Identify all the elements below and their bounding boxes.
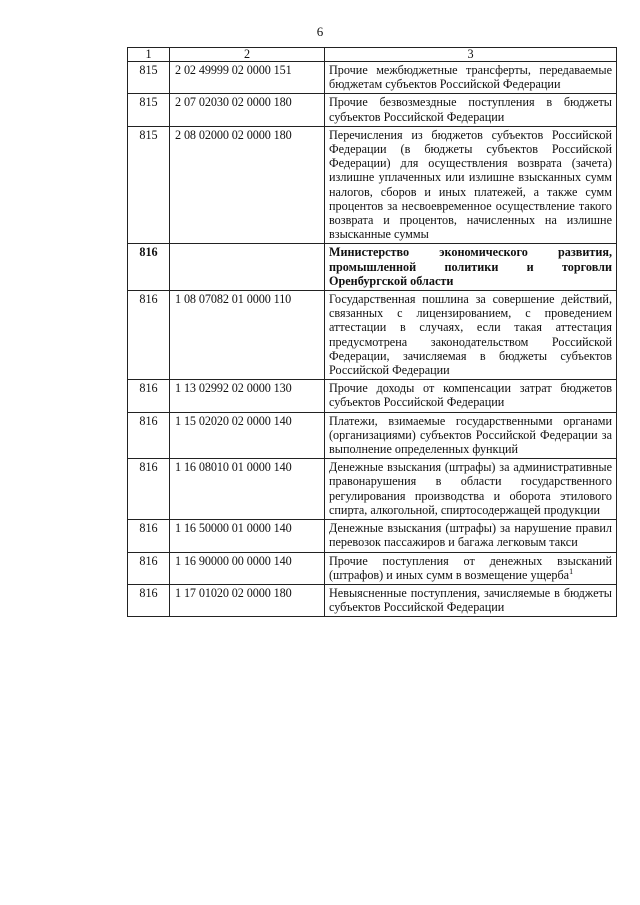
revenue-name-text: Министерство экономического развития, промышленной политики и торговли Оренбургской области bbox=[329, 245, 612, 288]
footnote-marker: 1 bbox=[569, 566, 574, 576]
table-row bbox=[128, 62, 617, 94]
table-row bbox=[128, 552, 617, 584]
revenue-name-cell bbox=[325, 520, 617, 552]
revenue-code-cell: 2 02 49999 02 0000 151 bbox=[170, 62, 325, 94]
table-row bbox=[128, 520, 617, 552]
table-row bbox=[128, 459, 617, 520]
revenue-code-cell: 1 13 02992 02 0000 130 bbox=[170, 380, 325, 412]
revenue-code-cell: 1 17 01020 02 0000 180 bbox=[170, 584, 325, 616]
revenue-name-cell bbox=[325, 126, 617, 244]
revenue-name-text: Прочие безвозмездные поступления в бюджеты субъектов Российской Федерации bbox=[329, 95, 612, 124]
revenue-name-cell bbox=[325, 291, 617, 380]
revenue-name-text: Государственная пошлина за совершение действий, связанных с лицензированием, с проведением аттестации в случаях, если такая аттестация предусмотрена законодательством Российской Федерации, зачисляемая в бюджеты субъектов Российской Федерации bbox=[329, 292, 612, 378]
table-row bbox=[128, 94, 617, 126]
admin-code-cell: 816 bbox=[128, 584, 170, 616]
revenue-name-cell bbox=[325, 244, 617, 291]
admin-code-cell: 816 bbox=[128, 380, 170, 412]
column-header-code: 2 bbox=[170, 48, 325, 62]
revenue-name-text: Денежные взыскания (штрафы) за административные правонарушения в области государственного регулирования производства и оборота этилового спирта, алкогольной, спиртосодержащей продукции bbox=[329, 460, 612, 517]
revenue-name-cell bbox=[325, 552, 617, 584]
admin-code-cell: 815 bbox=[128, 126, 170, 244]
admin-code-cell: 816 bbox=[128, 552, 170, 584]
admin-code-cell: 816 bbox=[128, 244, 170, 291]
revenue-code-cell: 1 16 90000 00 0000 140 bbox=[170, 552, 325, 584]
table-row bbox=[128, 244, 617, 291]
table-row bbox=[128, 126, 617, 244]
admin-code-cell: 816 bbox=[128, 412, 170, 459]
revenue-code-cell: 1 16 08010 01 0000 140 bbox=[170, 459, 325, 520]
admin-code-cell: 815 bbox=[128, 94, 170, 126]
table-row bbox=[128, 291, 617, 380]
column-header-admin: 1 bbox=[128, 48, 170, 62]
table-body bbox=[128, 62, 617, 617]
revenue-code-cell: 1 08 07082 01 0000 110 bbox=[170, 291, 325, 380]
admin-code-cell: 816 bbox=[128, 520, 170, 552]
revenue-code-cell: 1 15 02020 02 0000 140 bbox=[170, 412, 325, 459]
revenue-name-cell bbox=[325, 584, 617, 616]
table-row bbox=[128, 412, 617, 459]
revenue-code-cell: 2 08 02000 02 0000 180 bbox=[170, 126, 325, 244]
revenue-name-text: Прочие поступления от денежных взысканий (штрафов) и иных сумм в возмещение ущерба bbox=[329, 553, 612, 582]
revenue-name-text: Невыясненные поступления, зачисляемые в бюджеты субъектов Российской Федерации bbox=[329, 585, 612, 615]
table-row bbox=[128, 380, 617, 412]
admin-code-cell: 816 bbox=[128, 459, 170, 520]
column-header-name: 3 bbox=[325, 48, 617, 62]
revenue-code-cell: 2 07 02030 02 0000 180 bbox=[170, 94, 325, 126]
revenue-code-cell: 1 16 50000 01 0000 140 bbox=[170, 520, 325, 552]
revenue-name-cell bbox=[325, 380, 617, 412]
revenue-name-cell bbox=[325, 412, 617, 459]
revenue-code-cell bbox=[170, 244, 325, 291]
admin-code-cell: 816 bbox=[128, 291, 170, 380]
table-row bbox=[128, 584, 617, 616]
revenue-name-cell bbox=[325, 62, 617, 94]
revenue-name-text: Прочие межбюджетные трансферты, передаваемые бюджетам субъектов Российской Федерации bbox=[329, 63, 612, 92]
revenue-name-text: Прочие доходы от компенсации затрат бюджетов субъектов Российской Федерации bbox=[329, 381, 612, 410]
revenue-name-text: Денежные взыскания (штрафы) за нарушение правил перевозок пассажиров и багажа легковым такси bbox=[329, 521, 612, 550]
revenue-name-text: Платежи, взимаемые государственными органами (организациями) субъектов Российской Федерации за выполнение определенных функций bbox=[329, 413, 612, 457]
admin-code-cell: 815 bbox=[128, 62, 170, 94]
page-number: 6 bbox=[316, 24, 324, 39]
revenue-name-cell bbox=[325, 459, 617, 520]
revenue-name-text: Перечисления из бюджетов субъектов Российской Федерации (в бюджеты субъектов Российской Федерации) для осуществления возврата (зачета) излишне уплаченных или излишне взысканных сумм налогов, сборов и иных платежей, а также сумм процентов за несвоевременное осуществление такого возврата и процентов, начисленных на излишне взысканные суммы bbox=[329, 127, 612, 242]
table-header-row bbox=[128, 48, 617, 62]
revenue-codes-table bbox=[127, 47, 617, 617]
revenue-name-cell bbox=[325, 94, 617, 126]
